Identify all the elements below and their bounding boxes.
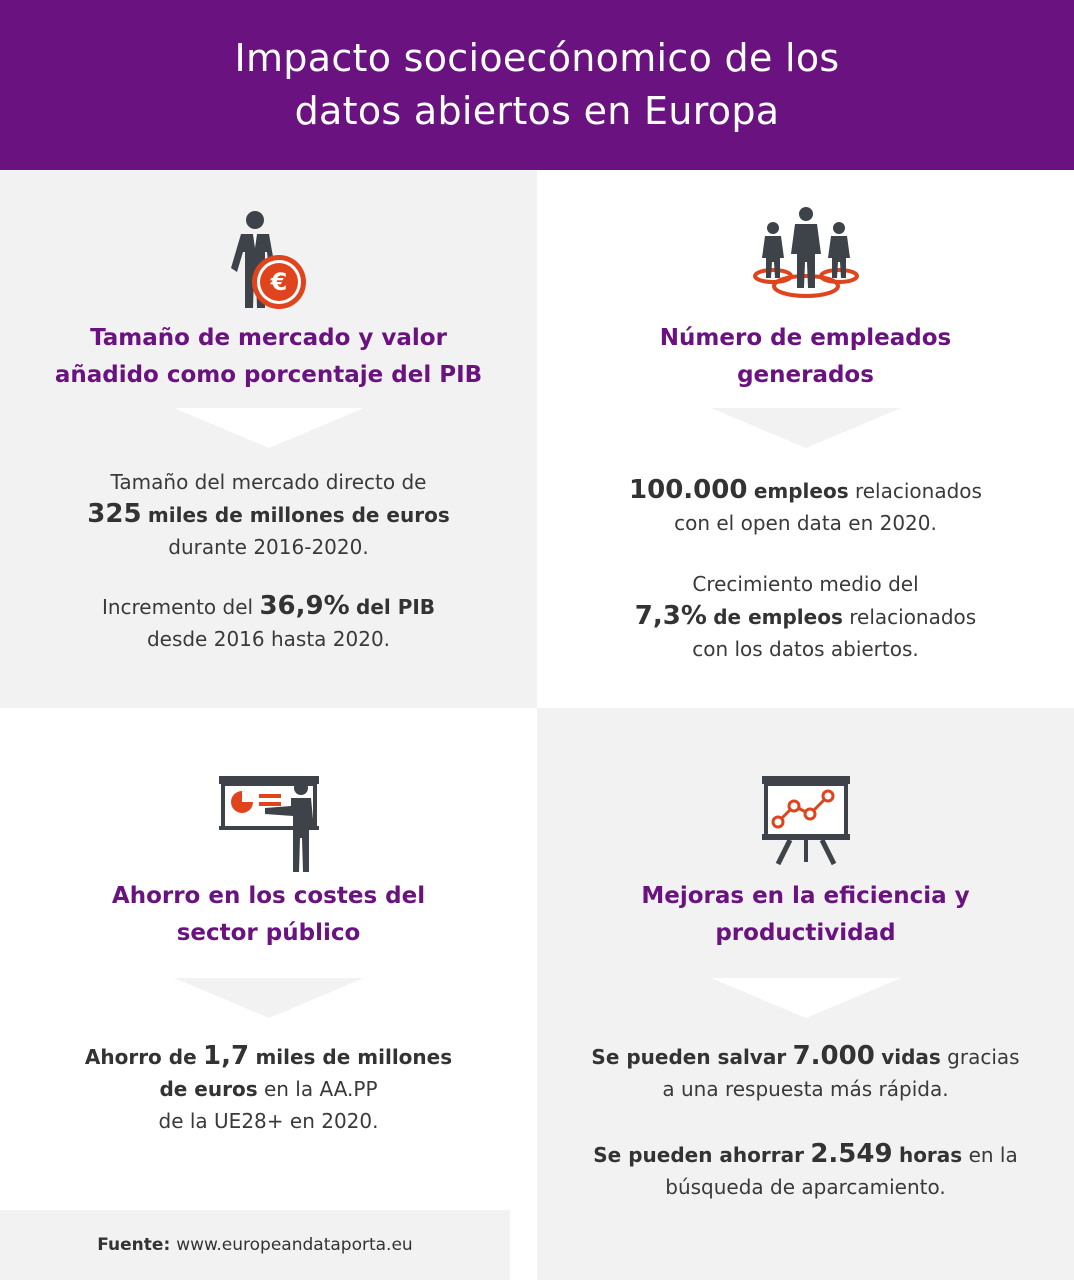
hours-value: 2.549 bbox=[810, 1139, 893, 1169]
efficiency-title bbox=[537, 878, 1074, 952]
growth-context: con los datos abiertos. bbox=[692, 637, 919, 661]
savings-currency: de euros bbox=[159, 1077, 258, 1101]
title-line-2: datos abiertos en Europa bbox=[294, 89, 780, 133]
presenter-board-icon bbox=[217, 774, 321, 874]
public-savings-text bbox=[0, 1040, 537, 1137]
growth-unit: de empleos bbox=[713, 605, 843, 629]
public-savings-title-line-1: Ahorro en los costes del bbox=[111, 883, 426, 909]
market-size-text-2 bbox=[0, 590, 537, 655]
hours-in: en la bbox=[968, 1143, 1018, 1167]
growth-value: 7,3% bbox=[634, 601, 707, 631]
efficiency-panel bbox=[537, 708, 1074, 1280]
employees-title bbox=[537, 320, 1074, 394]
efficiency-text-1 bbox=[537, 1040, 1074, 1105]
public-savings-title bbox=[0, 878, 537, 952]
title-line-1: Impacto socioecónomico de los bbox=[234, 36, 840, 80]
hours-context: búsqueda de aparcamiento. bbox=[665, 1175, 946, 1199]
jobs-value: 100.000 bbox=[629, 475, 748, 505]
efficiency-text-2 bbox=[537, 1138, 1074, 1203]
lives-value: 7.000 bbox=[792, 1041, 875, 1071]
market-size-text-1 bbox=[0, 466, 537, 563]
market-size-unit: miles de millones de euros bbox=[147, 503, 450, 527]
market-size-panel bbox=[0, 170, 537, 708]
source-label: Fuente: bbox=[97, 1235, 171, 1255]
businessman-euro-icon bbox=[219, 208, 319, 312]
gdp-increase-intro: Incremento del bbox=[101, 595, 254, 619]
employees-text-1 bbox=[537, 474, 1074, 539]
gdp-increase-value: 36,9% bbox=[259, 591, 350, 621]
public-savings-title-line-2: sector público bbox=[176, 920, 361, 946]
savings-scope: en la AA.PP bbox=[263, 1077, 378, 1101]
footer-spacer bbox=[510, 1210, 537, 1280]
down-arrow-icon bbox=[711, 978, 901, 1018]
page-title bbox=[177, 32, 897, 138]
savings-intro: Ahorro de bbox=[84, 1045, 197, 1069]
market-size-title-line-1: Tamaño de mercado y valor bbox=[90, 325, 447, 351]
lives-intro: Se pueden salvar bbox=[591, 1045, 787, 1069]
gdp-increase-unit: del PIB bbox=[356, 595, 436, 619]
efficiency-title-line-1: Mejoras en la eficiencia y bbox=[641, 883, 970, 909]
growth-related: relacionados bbox=[849, 605, 977, 629]
savings-value: 1,7 bbox=[203, 1041, 250, 1071]
down-arrow-icon bbox=[174, 978, 364, 1018]
employees-panel bbox=[537, 170, 1074, 708]
header-banner bbox=[0, 0, 1074, 170]
market-size-title bbox=[0, 320, 537, 394]
svg-text:€: € bbox=[270, 268, 287, 296]
lives-thanks: gracias bbox=[947, 1045, 1020, 1069]
public-savings-panel bbox=[0, 708, 537, 1210]
jobs-unit: empleos bbox=[753, 479, 849, 503]
efficiency-title-line-2: productividad bbox=[715, 920, 896, 946]
hours-unit: horas bbox=[898, 1143, 963, 1167]
savings-context: de la UE28+ en 2020. bbox=[158, 1109, 379, 1133]
jobs-related: relacionados bbox=[854, 479, 982, 503]
savings-unit: miles de millones bbox=[255, 1045, 453, 1069]
market-size-value: 325 bbox=[87, 499, 142, 529]
employees-title-line-1: Número de empleados bbox=[659, 325, 952, 351]
employees-text-2 bbox=[537, 568, 1074, 665]
growth-intro: Crecimiento medio del bbox=[692, 572, 919, 596]
source-footer bbox=[0, 1210, 510, 1280]
hours-intro: Se pueden ahorrar bbox=[593, 1143, 804, 1167]
lives-unit: vidas bbox=[881, 1045, 941, 1069]
down-arrow-icon bbox=[711, 408, 901, 448]
jobs-context: con el open data en 2020. bbox=[674, 511, 937, 535]
employees-title-line-2: generados bbox=[737, 362, 874, 388]
market-size-title-line-2: añadido como porcentaje del PIB bbox=[54, 362, 483, 388]
line-chart-easel-icon bbox=[760, 774, 852, 866]
market-size-intro: Tamaño del mercado directo de bbox=[110, 470, 427, 494]
source-link[interactable]: www.europeandataporta.eu bbox=[176, 1235, 413, 1255]
gdp-increase-period: desde 2016 hasta 2020. bbox=[146, 627, 391, 651]
market-size-period: durante 2016-2020. bbox=[168, 535, 369, 559]
lives-context: a una respuesta más rápida. bbox=[662, 1077, 949, 1101]
employees-group-icon bbox=[751, 206, 861, 306]
down-arrow-icon bbox=[174, 408, 364, 448]
